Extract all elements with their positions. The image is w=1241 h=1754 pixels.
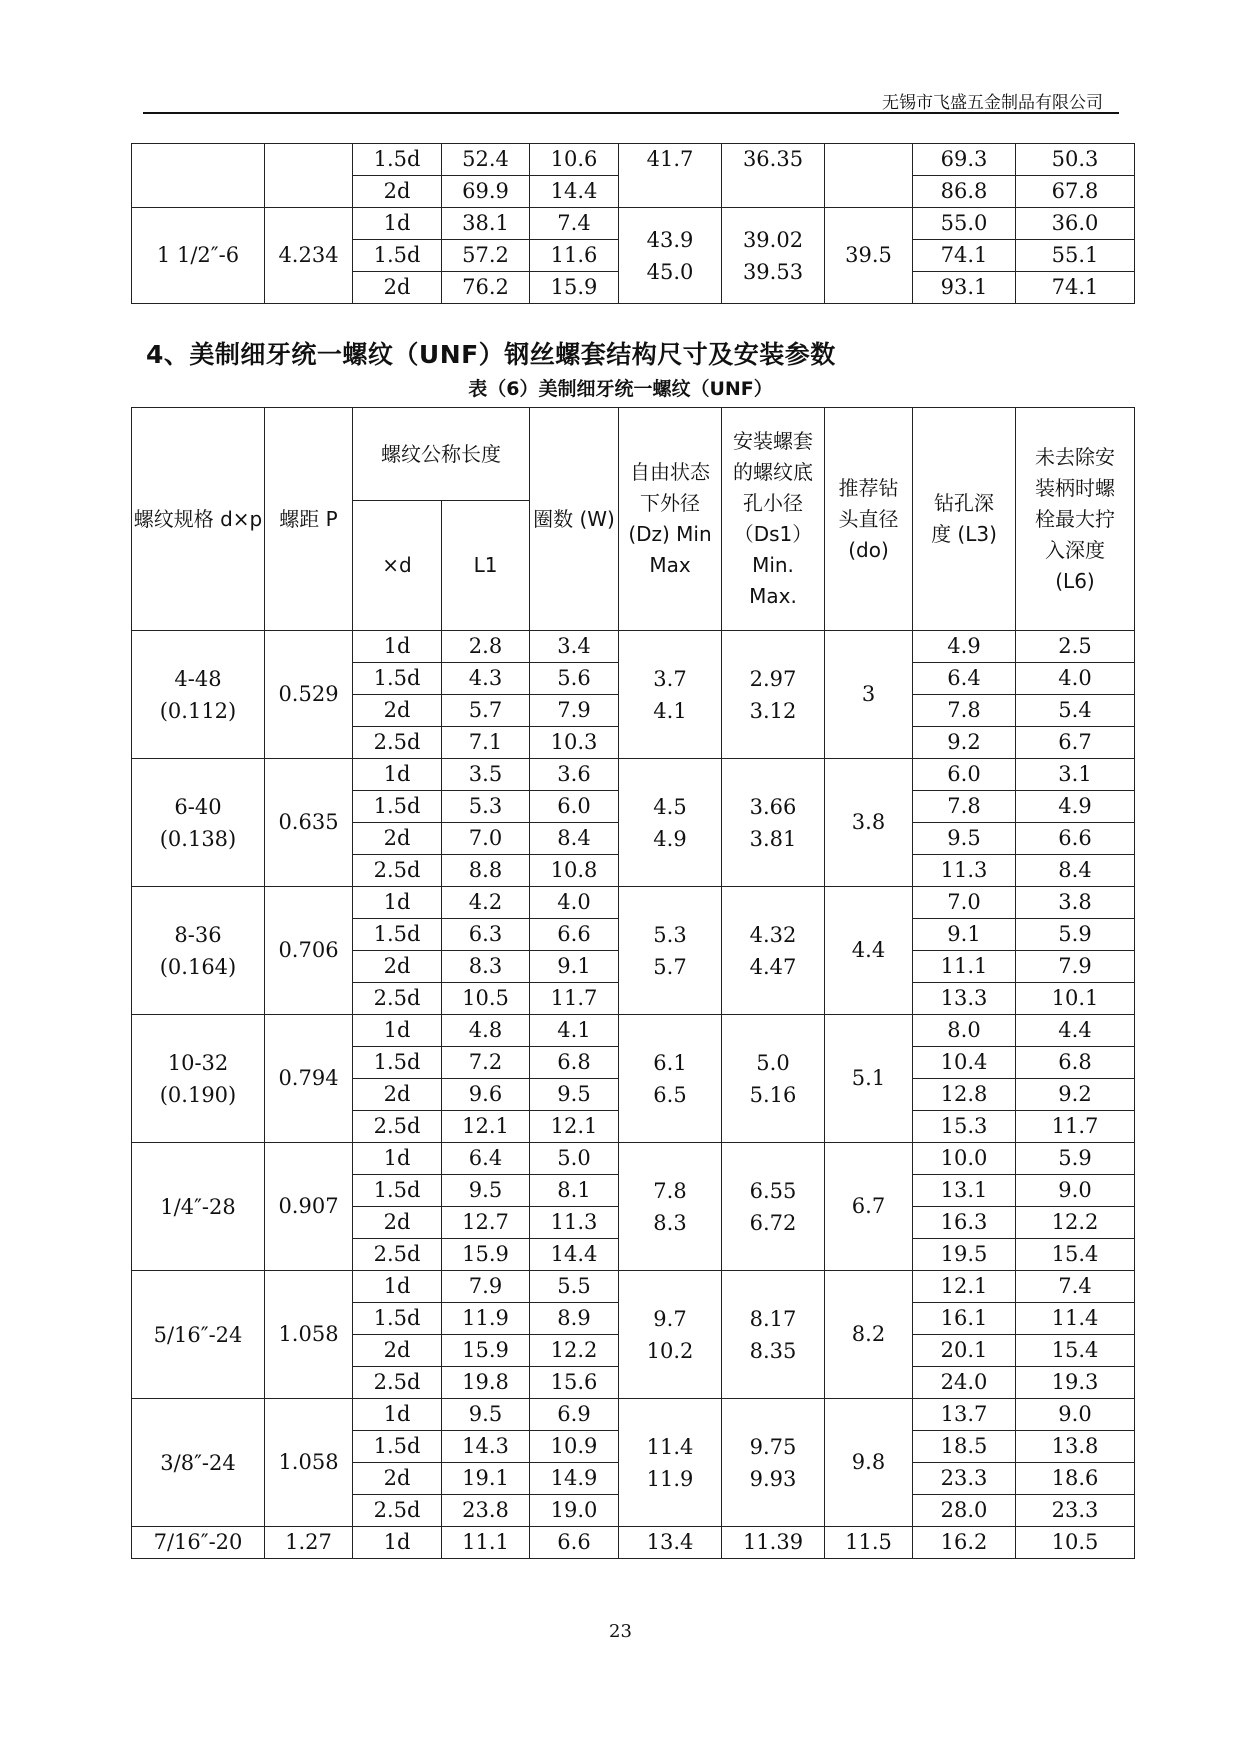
- spec-cell: [132, 1399, 265, 1527]
- coils-cell: 10.6: [530, 144, 619, 176]
- l3-cell: 9.2: [913, 727, 1016, 759]
- ds1-cell-line: 8.17: [749, 1306, 797, 1331]
- ds1-cell-line: 4.32: [749, 922, 797, 947]
- spec-cell: [132, 1015, 265, 1143]
- spec-cell: [132, 759, 265, 887]
- l3-cell: 19.5: [913, 1239, 1016, 1271]
- l3-cell: 24.0: [913, 1367, 1016, 1399]
- coils-cell: 5.0: [530, 1143, 619, 1175]
- do-cell: 11.5: [825, 1527, 913, 1559]
- l1-cell: 76.2: [442, 272, 530, 304]
- coils-cell: 3.6: [530, 759, 619, 791]
- xd-cell: 2d: [353, 1463, 442, 1495]
- l1-cell: 11.9: [442, 1303, 530, 1335]
- coils-cell: 9.5: [530, 1079, 619, 1111]
- l3-cell: 16.1: [913, 1303, 1016, 1335]
- do-cell: 39.5: [825, 208, 913, 304]
- l3-cell: 18.5: [913, 1431, 1016, 1463]
- l1-cell: 4.2: [442, 887, 530, 919]
- ds1-cell-line: 39.53: [742, 259, 804, 284]
- xd-cell: 1d: [353, 1271, 442, 1303]
- l6-cell: 74.1: [1016, 272, 1135, 304]
- xd-cell: 1.5d: [353, 1431, 442, 1463]
- xd-cell: 2d: [353, 695, 442, 727]
- coils-cell: 15.6: [530, 1367, 619, 1399]
- spec-cell-line: (0.138): [159, 826, 237, 851]
- do-cell: 6.7: [825, 1143, 913, 1271]
- coils-cell: 12.1: [530, 1111, 619, 1143]
- l1-cell: 10.5: [442, 983, 530, 1015]
- xd-cell: 1d: [353, 759, 442, 791]
- pitch-cell: 1.058: [265, 1399, 353, 1527]
- xd-cell: 1d: [353, 1527, 442, 1559]
- l6-cell: 18.6: [1016, 1463, 1135, 1495]
- coils-cell: 9.1: [530, 951, 619, 983]
- spec-cell: [132, 1143, 265, 1271]
- ds1-cell-line: 3.12: [749, 698, 797, 723]
- l1-cell: 15.9: [442, 1335, 530, 1367]
- table-row: [132, 1271, 1135, 1303]
- xd-cell: 2.5d: [353, 983, 442, 1015]
- xd-cell: 1d: [353, 1015, 442, 1047]
- l3-cell: 93.1: [913, 272, 1016, 304]
- xd-cell: 2.5d: [353, 1239, 442, 1271]
- dz-cell: [619, 208, 722, 304]
- l6-cell: 13.8: [1016, 1431, 1135, 1463]
- do-cell: 9.8: [825, 1399, 913, 1527]
- table-row: [132, 1143, 1135, 1175]
- l3-cell: 13.3: [913, 983, 1016, 1015]
- l6-cell: 36.0: [1016, 208, 1135, 240]
- coils-cell: 7.4: [530, 208, 619, 240]
- xd-cell: 2d: [353, 1207, 442, 1239]
- xd-cell: 1d: [353, 208, 442, 240]
- coils-cell: 4.0: [530, 887, 619, 919]
- l6-cell: 6.6: [1016, 823, 1135, 855]
- ds1-cell-line: 5.0: [756, 1050, 790, 1075]
- coils-cell: 10.8: [530, 855, 619, 887]
- l3-cell: 11.3: [913, 855, 1016, 887]
- l3-cell: 9.1: [913, 919, 1016, 951]
- l1-cell: 15.9: [442, 1239, 530, 1271]
- do-cell: 3: [825, 631, 913, 759]
- l6-cell: 23.3: [1016, 1495, 1135, 1527]
- ds1-cell-line: 6.55: [749, 1178, 797, 1203]
- pitch-cell: 0.706: [265, 887, 353, 1015]
- ds1-cell: [722, 1399, 825, 1527]
- dz-cell-line: 4.5: [653, 794, 687, 819]
- spec-cell-line: 6-40: [174, 794, 222, 819]
- ds1-cell-line: 8.35: [749, 1338, 797, 1363]
- table-row: [132, 887, 1135, 919]
- spec-cell-line: (0.112): [159, 698, 237, 723]
- l6-cell: 55.1: [1016, 240, 1135, 272]
- l3-cell: 6.0: [913, 759, 1016, 791]
- dz-cell-line: 4.9: [653, 826, 687, 851]
- spec-cell-line: 8-36: [174, 922, 222, 947]
- coils-cell: 11.3: [530, 1207, 619, 1239]
- l6-cell: 3.1: [1016, 759, 1135, 791]
- spec-cell-line: 10-32: [167, 1050, 229, 1075]
- l1-cell: 57.2: [442, 240, 530, 272]
- dz-cell-line: 6.5: [653, 1082, 687, 1107]
- l3-cell: 28.0: [913, 1495, 1016, 1527]
- header-coils: 圈数 (W): [530, 408, 619, 631]
- l6-cell: 9.0: [1016, 1399, 1135, 1431]
- coils-cell: 14.4: [530, 176, 619, 208]
- dz-cell-line: 11.9: [646, 1466, 694, 1491]
- spec-cell: [132, 887, 265, 1015]
- l3-cell: 4.9: [913, 631, 1016, 663]
- dz-cell: [619, 1399, 722, 1527]
- l1-cell: 12.1: [442, 1111, 530, 1143]
- table-row: [132, 631, 1135, 663]
- do-cell: 8.2: [825, 1271, 913, 1399]
- table-row: [132, 208, 1135, 240]
- ds1-cell: [722, 631, 825, 759]
- header-do: 推荐钻头直径 (do): [825, 408, 913, 631]
- pitch-cell: 1.27: [265, 1527, 353, 1559]
- xd-cell: 2d: [353, 1335, 442, 1367]
- coils-cell: 5.6: [530, 663, 619, 695]
- l6-cell: 10.1: [1016, 983, 1135, 1015]
- l3-cell: 15.3: [913, 1111, 1016, 1143]
- l6-cell: 4.4: [1016, 1015, 1135, 1047]
- l6-cell: 11.7: [1016, 1111, 1135, 1143]
- section-title: 4、美制细牙统一螺纹（UNF）钢丝螺套结构尺寸及安装参数: [146, 340, 836, 369]
- l1-cell: 7.1: [442, 727, 530, 759]
- l6-cell: 4.9: [1016, 791, 1135, 823]
- l3-cell: 10.0: [913, 1143, 1016, 1175]
- xd-cell: 1.5d: [353, 791, 442, 823]
- xd-cell: 2.5d: [353, 727, 442, 759]
- l6-cell: 15.4: [1016, 1335, 1135, 1367]
- header-pitch: 螺距 P: [265, 408, 353, 631]
- dz-cell-line: 9.7: [653, 1306, 687, 1331]
- ds1-cell-line: 3.81: [749, 826, 797, 851]
- l6-cell: 9.2: [1016, 1079, 1135, 1111]
- l3-cell: 9.5: [913, 823, 1016, 855]
- dz-cell-line: 11.4: [646, 1434, 694, 1459]
- l1-cell: 9.5: [442, 1175, 530, 1207]
- dz-cell-line: 45.0: [646, 259, 694, 284]
- ds1-cell-line: 9.93: [749, 1466, 797, 1491]
- l6-cell: 6.8: [1016, 1047, 1135, 1079]
- l1-cell: 6.4: [442, 1143, 530, 1175]
- header-l1: L1: [442, 501, 530, 631]
- do-cell: [825, 144, 913, 208]
- coils-cell: 11.6: [530, 240, 619, 272]
- dz-cell: [619, 1015, 722, 1143]
- coils-cell: 14.4: [530, 1239, 619, 1271]
- header-spec: 螺纹规格 d×p: [132, 408, 265, 631]
- pitch-cell: [265, 144, 353, 208]
- dz-cell-line: 10.2: [646, 1338, 694, 1363]
- dz-cell: 13.4: [619, 1527, 722, 1559]
- xd-cell: 2d: [353, 176, 442, 208]
- spec-cell-line: 5/16″-24: [153, 1322, 243, 1347]
- l6-cell: 4.0: [1016, 663, 1135, 695]
- pitch-cell: 0.794: [265, 1015, 353, 1143]
- spec-cell-line: 1/4″-28: [160, 1194, 236, 1219]
- header-length: 螺纹公称长度: [353, 408, 530, 501]
- pitch-cell: 1.058: [265, 1271, 353, 1399]
- xd-cell: 2d: [353, 272, 442, 304]
- l3-cell: 6.4: [913, 663, 1016, 695]
- xd-cell: 1.5d: [353, 1175, 442, 1207]
- l1-cell: 52.4: [442, 144, 530, 176]
- ds1-cell: [722, 1143, 825, 1271]
- xd-cell: 2.5d: [353, 855, 442, 887]
- l6-cell: 11.4: [1016, 1303, 1135, 1335]
- dz-cell-line: 6.1: [653, 1050, 687, 1075]
- dz-cell-line: 3.7: [653, 666, 687, 691]
- l3-cell: 7.8: [913, 791, 1016, 823]
- l3-cell: 74.1: [913, 240, 1016, 272]
- l1-cell: 3.5: [442, 759, 530, 791]
- xd-cell: 1d: [353, 1399, 442, 1431]
- xd-cell: 1.5d: [353, 919, 442, 951]
- l3-cell: 16.2: [913, 1527, 1016, 1559]
- xd-cell: 2d: [353, 823, 442, 855]
- l1-cell: 38.1: [442, 208, 530, 240]
- l1-cell: 7.2: [442, 1047, 530, 1079]
- dz-cell: 41.7: [619, 144, 722, 208]
- l1-cell: 19.8: [442, 1367, 530, 1399]
- dz-cell: [619, 887, 722, 1015]
- xd-cell: 2d: [353, 1079, 442, 1111]
- l3-cell: 23.3: [913, 1463, 1016, 1495]
- xd-cell: 1d: [353, 1143, 442, 1175]
- coils-cell: 3.4: [530, 631, 619, 663]
- table-row: [132, 1399, 1135, 1431]
- ds1-cell: [722, 1271, 825, 1399]
- l6-cell: 19.3: [1016, 1367, 1135, 1399]
- coils-cell: 6.9: [530, 1399, 619, 1431]
- company-name: 无锡市飞盛五金制品有限公司: [882, 93, 1103, 113]
- ds1-cell-line: 6.72: [749, 1210, 797, 1235]
- l1-cell: 5.3: [442, 791, 530, 823]
- l6-cell: 2.5: [1016, 631, 1135, 663]
- dz-cell: [619, 759, 722, 887]
- coils-cell: 5.5: [530, 1271, 619, 1303]
- l1-cell: 23.8: [442, 1495, 530, 1527]
- l1-cell: 19.1: [442, 1463, 530, 1495]
- l1-cell: 7.0: [442, 823, 530, 855]
- table-row: [132, 144, 1135, 176]
- l6-cell: 9.0: [1016, 1175, 1135, 1207]
- coils-cell: 6.6: [530, 1527, 619, 1559]
- pitch-cell: 4.234: [265, 208, 353, 304]
- l6-cell: 7.4: [1016, 1271, 1135, 1303]
- pitch-cell: 0.635: [265, 759, 353, 887]
- l1-cell: 4.8: [442, 1015, 530, 1047]
- l3-cell: 7.0: [913, 887, 1016, 919]
- l6-cell: 6.7: [1016, 727, 1135, 759]
- l1-cell: 14.3: [442, 1431, 530, 1463]
- l3-cell: 8.0: [913, 1015, 1016, 1047]
- l6-cell: 10.5: [1016, 1527, 1135, 1559]
- coils-cell: 8.9: [530, 1303, 619, 1335]
- l6-cell: 3.8: [1016, 887, 1135, 919]
- coils-cell: 8.1: [530, 1175, 619, 1207]
- l6-cell: 7.9: [1016, 951, 1135, 983]
- spec-cell: 7/16″-20: [132, 1527, 265, 1559]
- coils-cell: 14.9: [530, 1463, 619, 1495]
- l1-cell: 6.3: [442, 919, 530, 951]
- dz-cell: [619, 1143, 722, 1271]
- ds1-cell: 36.35: [722, 144, 825, 208]
- l1-cell: 11.1: [442, 1527, 530, 1559]
- xd-cell: 1d: [353, 887, 442, 919]
- l1-cell: 8.8: [442, 855, 530, 887]
- coils-cell: 10.3: [530, 727, 619, 759]
- ds1-cell-line: 5.16: [749, 1082, 797, 1107]
- spec-cell: [132, 631, 265, 759]
- header-rule: [143, 112, 1119, 114]
- l6-cell: 67.8: [1016, 176, 1135, 208]
- dz-cell-line: 7.8: [653, 1178, 687, 1203]
- coils-cell: 19.0: [530, 1495, 619, 1527]
- ds1-cell: [722, 759, 825, 887]
- do-cell: 3.8: [825, 759, 913, 887]
- l3-cell: 7.8: [913, 695, 1016, 727]
- xd-cell: 1d: [353, 631, 442, 663]
- l1-cell: 12.7: [442, 1207, 530, 1239]
- l3-cell: 13.7: [913, 1399, 1016, 1431]
- pitch-cell: 0.907: [265, 1143, 353, 1271]
- xd-cell: 1.5d: [353, 1303, 442, 1335]
- xd-cell: 2.5d: [353, 1495, 442, 1527]
- unf-table: [131, 407, 1135, 1559]
- l3-cell: 12.8: [913, 1079, 1016, 1111]
- dz-cell-line: 5.3: [653, 922, 687, 947]
- ds1-cell-line: 4.47: [749, 954, 797, 979]
- coils-cell: 15.9: [530, 272, 619, 304]
- coils-cell: 6.6: [530, 919, 619, 951]
- l3-cell: 12.1: [913, 1271, 1016, 1303]
- l3-cell: 86.8: [913, 176, 1016, 208]
- spec-cell-line: (0.190): [159, 1082, 237, 1107]
- ds1-cell: [722, 208, 825, 304]
- xd-cell: 2.5d: [353, 1367, 442, 1399]
- l1-cell: 2.8: [442, 631, 530, 663]
- spec-cell-line: (0.164): [159, 954, 237, 979]
- spec-cell-line: 3/8″-24: [160, 1450, 236, 1475]
- l1-cell: 4.3: [442, 663, 530, 695]
- l6-cell: 5.4: [1016, 695, 1135, 727]
- page-number: 23: [609, 1621, 632, 1642]
- do-cell: 5.1: [825, 1015, 913, 1143]
- ds1-cell: [722, 887, 825, 1015]
- l1-cell: 9.6: [442, 1079, 530, 1111]
- l3-cell: 11.1: [913, 951, 1016, 983]
- coils-cell: 7.9: [530, 695, 619, 727]
- l6-cell: 12.2: [1016, 1207, 1135, 1239]
- coils-cell: 6.8: [530, 1047, 619, 1079]
- header-l6: 未去除安装柄时螺栓最大拧入深度 (L6): [1016, 408, 1135, 631]
- table-caption: 表（6）美制细牙统一螺纹（UNF）: [468, 378, 773, 400]
- ds1-cell-line: 9.75: [749, 1434, 797, 1459]
- dz-cell-line: 5.7: [653, 954, 687, 979]
- l3-cell: 16.3: [913, 1207, 1016, 1239]
- l3-cell: 69.3: [913, 144, 1016, 176]
- ds1-cell: [722, 1015, 825, 1143]
- ds1-cell-line: 3.66: [749, 794, 797, 819]
- l3-cell: 13.1: [913, 1175, 1016, 1207]
- l3-cell: 20.1: [913, 1335, 1016, 1367]
- ds1-cell-line: 2.97: [749, 666, 797, 691]
- coils-cell: 10.9: [530, 1431, 619, 1463]
- table-row: [132, 1015, 1135, 1047]
- ds1-cell: 11.39: [722, 1527, 825, 1559]
- spec-cell-line: 4-48: [174, 666, 222, 691]
- l3-cell: 10.4: [913, 1047, 1016, 1079]
- xd-cell: 2d: [353, 951, 442, 983]
- dz-cell: [619, 1271, 722, 1399]
- coils-cell: 4.1: [530, 1015, 619, 1047]
- l1-cell: 9.5: [442, 1399, 530, 1431]
- xd-cell: 1.5d: [353, 1047, 442, 1079]
- l1-cell: 69.9: [442, 176, 530, 208]
- pitch-cell: 0.529: [265, 631, 353, 759]
- coils-cell: 8.4: [530, 823, 619, 855]
- l1-cell: 7.9: [442, 1271, 530, 1303]
- xd-cell: 1.5d: [353, 144, 442, 176]
- header-ds1: 安装螺套的螺纹底孔小径（Ds1） Min. Max.: [722, 408, 825, 631]
- l6-cell: 8.4: [1016, 855, 1135, 887]
- spec-cell: [132, 144, 265, 208]
- coils-cell: 6.0: [530, 791, 619, 823]
- xd-cell: 1.5d: [353, 663, 442, 695]
- header-dz: 自由状态下外径(Dz) Min Max: [619, 408, 722, 631]
- xd-cell: 1.5d: [353, 240, 442, 272]
- header-l3: 钻孔深度 (L3): [913, 408, 1016, 631]
- dz-cell: [619, 631, 722, 759]
- l6-cell: 5.9: [1016, 919, 1135, 951]
- table-row: [132, 1527, 1135, 1559]
- coils-cell: 12.2: [530, 1335, 619, 1367]
- l6-cell: 15.4: [1016, 1239, 1135, 1271]
- l1-cell: 8.3: [442, 951, 530, 983]
- header-xd: ×d: [353, 501, 442, 631]
- dz-cell-line: 43.9: [646, 227, 694, 252]
- spec-cell: [132, 1271, 265, 1399]
- l3-cell: 55.0: [913, 208, 1016, 240]
- dz-cell-line: 8.3: [653, 1210, 687, 1235]
- l6-cell: 5.9: [1016, 1143, 1135, 1175]
- ds1-cell-line: 39.02: [742, 227, 804, 252]
- xd-cell: 2.5d: [353, 1111, 442, 1143]
- coils-cell: 11.7: [530, 983, 619, 1015]
- spec-cell: 1 1/2″-6: [132, 208, 265, 304]
- l1-cell: 5.7: [442, 695, 530, 727]
- continued-table: [131, 143, 1135, 304]
- do-cell: 4.4: [825, 887, 913, 1015]
- l6-cell: 50.3: [1016, 144, 1135, 176]
- dz-cell-line: 4.1: [653, 698, 687, 723]
- table-row: [132, 759, 1135, 791]
